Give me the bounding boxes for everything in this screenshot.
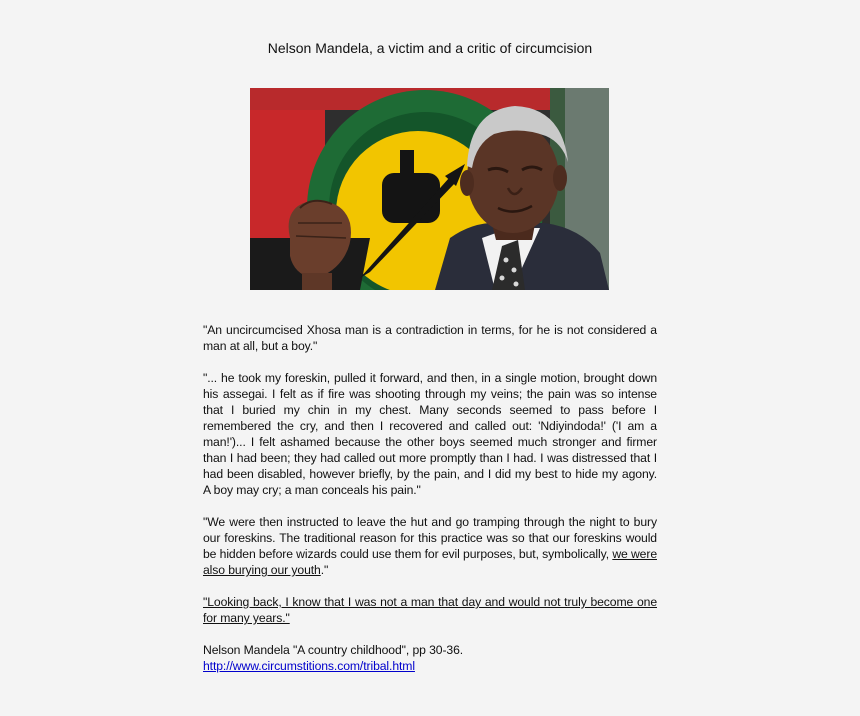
quote-bury-text: "We were then instructed to leave the hut and go tramping through the night to bury our foreskins. The traditional reason for this practice was so that our foreskins would be hidden before wizards could use them for evil purposes, but, symbolically, [203, 515, 657, 561]
quote-looking-back: "Looking back, I know that I was not a man that day and would not truly become one for many years." [203, 595, 657, 625]
quote-bury-underlined: we were also burying our youth [203, 547, 657, 577]
source-citation [203, 642, 657, 674]
quote-bury-foreskins [203, 514, 657, 578]
quote-text-block [203, 322, 657, 674]
page-title: Nelson Mandela, a victim and a critic of circumcision [267, 40, 593, 56]
source-text: Nelson Mandela "A country childhood", pp 30-36. [203, 643, 464, 657]
source-link[interactable]: http://www.circumstitions.com/tribal.html [203, 659, 415, 673]
quote-bury-end: ." [320, 563, 329, 577]
quote-uncircumcised: "An uncircumcised Xhosa man is a contradiction in terms, for he is not considered a man at all, but a boy." [203, 323, 657, 353]
quote-foreskin: "... he took my foreskin, pulled it forward, and then, in a single motion, brought down his assegai. I felt as if fire was shooting through my veins; the pain was so intense that I buried my chin in my chest. Many seconds seemed to pass before I remembered the cry, and then I recovered and called out: 'Ndiyindoda!' ('I am a man!')... I felt ashamed because the other boys seemed much stronger and firmer than I had been; they had called out more promptly than I had. I was distressed that I had been disabled, however briefly, by the pain, and I did my best to hide my agony. A boy may cry; a man conceals his pain." [203, 371, 657, 497]
mandela-photo [250, 88, 609, 290]
